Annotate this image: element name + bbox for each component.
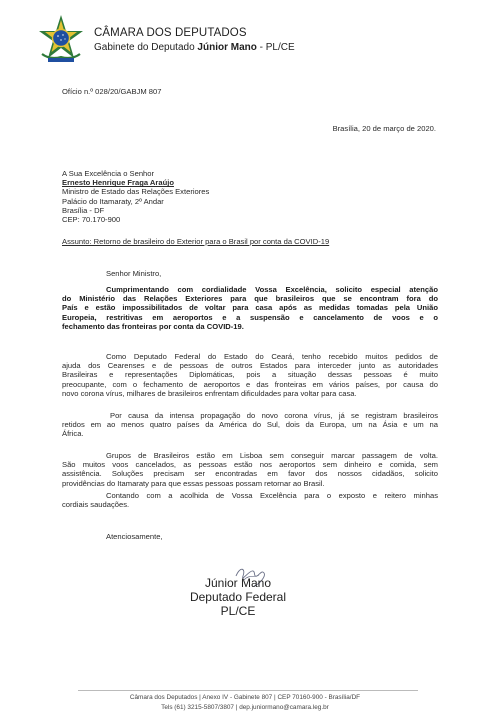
addressee-line: Ministro de Estado das Relações Exteriores [62,187,210,197]
text-line: Por causa da intensa propagação do novo corona vírus, já se registram brasileiros [110,411,438,420]
text-line: novo corona vírus, milhares de brasileiros enfrentam dificuldades para voltar para casa. [62,388,357,398]
office-name: Gabinete do Deputado Júnior Mano - PL/CE [94,42,295,53]
subject-line: Assunto: Retorno de brasileiro do Exterior para o Brasil por conta da COVID-19 [62,237,330,246]
paragraph-lisbon [62,451,438,488]
footer-contact: Tels (61) 3215-5807/3807 | dep.juniormano@camara.leg.br [161,704,329,711]
addressee-line: Brasília - DF [62,205,105,215]
text-line: do Ministério das Relações Exteriores para que brasileiros que se encontram fora do [62,294,438,304]
signature-block [188,576,288,618]
text-line: ajuda dos Cearenses e de pessoas de outros Estados para interceder junto as autoridades [62,361,438,371]
addressee-line: CEP: 70.170-900 [62,215,121,225]
text-line: retidos em ao menos quatro países da América do Sul, dois da Europa, um na Ásia e um na [62,420,438,430]
signer-party: PL/CE [220,604,256,618]
text-line: Como Deputado Federal do Estado do Ceará, tenho recebido muitos pedidos de [106,352,438,361]
salutation: Senhor Ministro, [106,269,162,278]
text-line: fechamento das fronteiras por conta da COVID-19. [62,321,244,331]
paragraph-request [62,285,438,331]
footer-address: Câmara dos Deputados | Anexo IV - Gabinete 807 | CEP 70160-900 - Brasília/DF [129,694,361,701]
paragraph-context [62,352,438,398]
text-line: preocupante, com o fechamento de aeroportos e das fronteiras em vários países, por causa do [62,379,438,389]
text-line: São muitos voos cancelados, as pessoas estão nos aeroportos sem dinheiro e comida, sem [62,460,438,470]
text-line: Europeia, restritivas em aeroportos e a suspensão e cancelamento de voos e o [62,312,438,322]
text-line: Grupos de Brasileiros estão em Lisboa sem conseguir marcar passagem de volta. [106,451,438,460]
text-line: Contando com a acolhida de Vossa Excelência para o exposto e reitero minhas [106,491,438,500]
footer-divider [78,690,418,691]
paragraph-closing [62,491,438,509]
text-line: África. [62,429,84,439]
text-line: assistência. Soluções precisam ser encontradas em favor dos nossos cidadãos, solicito [62,469,438,479]
addressee-line: Palácio do Itamaraty, 2º Andar [62,196,164,206]
signer-title: Deputado Federal [189,590,287,604]
text-line: País e estão impossibilitados de voltar para casa após as medidas tomadas pela União [62,303,438,313]
brazil-coat-of-arms-icon [36,14,86,64]
institution-name: CÂMARA DOS DEPUTADOS [94,27,247,39]
signer-name: Júnior Mano [204,576,272,590]
addressee-name: Ernesto Henrique Fraga Araújo [62,178,174,188]
text-line: providências do Itamaraty para que essas pessoas possam retornar ao Brasil. [62,478,325,488]
text-line: Brasileiras e representações Diplomáticas, pois a situação dessas pessoas é muito [62,370,438,380]
oficio-number: Ofício n.º 028/20/GABJM 807 [62,87,162,96]
addressee-line: A Sua Excelência o Senhor [62,169,155,178]
paragraph-countries [62,411,438,439]
text-line: cordiais saudações. [62,500,130,510]
closing-phrase: Atenciosamente, [106,532,163,541]
text-line: Cumprimentando com cordialidade Vossa Excelência, solicito especial atenção [106,285,438,294]
letter-date: Brasília, 20 de março de 2020. [332,124,436,133]
addressee-block [62,169,209,224]
